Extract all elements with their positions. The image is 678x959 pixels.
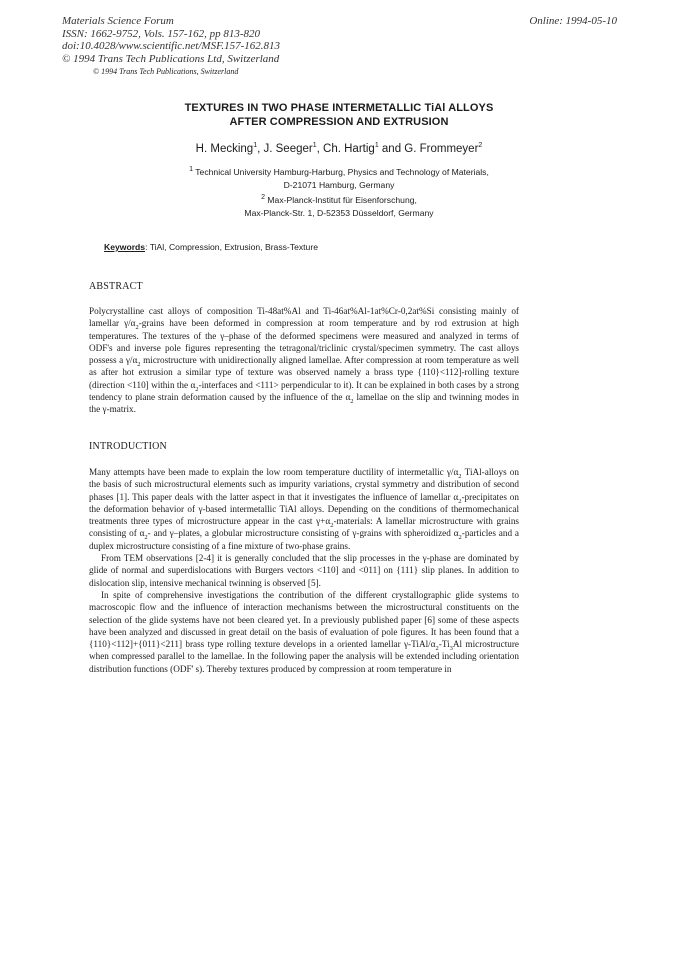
affil-mark: 1 [189,166,194,174]
doi-link[interactable]: doi:10.4028/www.scientific.net/MSF.157-162.813 [62,40,281,52]
author-affil-mark: 2 [478,142,483,150]
text-run: In spite of comprehensive investigations the contribution of the different crystallographic glide systems to macroscopic flow and the influence of interaction mechanisms between the microstructural constituents on the selection of the glide systems have not been cleared yet. In a previously published paper [6] some of these aspects have been analyzed and discussed in great detail on the basis of evaluation of pole figures. It has been found that a {110}<112]+{011}<211] brass type rolling texture develops in a oriented lamellar γ-TiAl/α [89,589,519,650]
subscript: 2 [350,397,354,405]
text-run: -Ti [438,639,450,650]
text-run: Al microstructure when compressed parallel to the lamellae. In the following paper the analysis will be extended including orientation distribution functions (ODF' s). Thereby textures produced by compression at room temperature in [89,639,519,674]
text-run: -materials: A lamellar microstructure with grains consisting of α [89,516,519,539]
author-affil-mark: 1 [312,142,317,150]
author-and: and [378,143,405,155]
author-affil-mark: 1 [253,142,258,150]
online-date: Online: 1994-05-10 [529,15,617,27]
subscript: 2 [135,324,139,332]
text-run: microstructure with unidirectionally aligned lamellae. After compression at room temperature as well as after hot extrusion a similar type of texture was observed namely a brass type {110}<112]-rolling texture (direction <110] within the α [89,355,519,390]
intro-paragraph-2: From TEM observations [2-4] it is generally concluded that the slip processes in the γ-phase are dominated by glide of normal and superdislocations with Burgers vectors <110] and <011] on {111} slip planes. In addition to dislocation slip, intensive mechanical twinning is observed [5]. [89,553,519,588]
text-run: γ/α [125,355,138,366]
subscript: 2 [137,361,141,369]
affil-line: Max-Planck-Institut für Eisenforschung, [267,195,417,205]
author-list [0,143,678,155]
abstract-paragraph [89,305,519,416]
affil-line: D-21071 Hamburg, Germany [283,179,395,190]
journal-header [62,15,280,65]
text-run: Polycrystalline cast alloys of composition Ti-48at%Al and Ti-46at%Al-1at%Cr-0,2at%Si consisting mainly of lamellar [89,306,519,329]
affiliation-2 [0,194,678,219]
introduction-heading: INTRODUCTION [89,441,167,452]
subscript: 2 [195,385,199,393]
affiliation-1 [0,166,678,191]
introduction-body [89,466,519,675]
paper-title [0,101,678,129]
subscript: 3 [449,644,453,652]
author-affil-mark: 1 [374,142,379,150]
author-name: J. Seeger [263,143,313,155]
affil-line: Max-Planck-Str. 1, D-52353 Düsseldorf, Germany [244,207,434,218]
copyright-line: © 1994 Trans Tech Publications Ltd, Switzerland [62,52,280,65]
abstract-heading: ABSTRACT [89,281,143,292]
text-run: γ/α [124,318,136,329]
intro-paragraph-1 [89,466,519,552]
keywords-colon: : [145,242,150,252]
title-line-2: AFTER COMPRESSION AND EXTRUSION [229,116,449,128]
subscript: 2 [458,497,462,505]
text-run: -grains have been deformed in compression at room temperature and by rod extrusion at high temperatures. The textures of the γ–phase of the deformed specimens were measured and analyzed in terms of ODF's and inverse pole figures representing the tetragonal/triclinic crystal/specimen symmetry. The cast alloys possess a [89,318,519,366]
author-separator: , [257,143,264,155]
subscript: 2 [435,644,439,652]
subscript: 2 [144,534,148,542]
text-run: lamellae on the slip and twinning modes in the γ-matrix. [89,392,519,415]
text-run: -precipitates on the deformation behavior of γ-based intermetallic TiAl alloys. Depending on the conditions of thermomechanical treatments three types of microstructure appear in the cast γ+α [89,491,519,527]
keywords-text: TiAl, Compression, Extrusion, Brass-Texture [149,242,318,252]
text-run: -interfaces and <111> perpendicular to it). It can be explained in both cases by a strong tendency to plane strain deformation caused by the influence of the α [89,379,519,403]
subscript: 2 [330,522,334,530]
journal-name: Materials Science Forum [62,15,174,27]
keywords [104,242,318,252]
subscript: 2 [458,534,462,542]
intro-paragraph-3 [89,589,519,675]
abstract-body [89,305,519,416]
title-line-1: TEXTURES IN TWO PHASE INTERMETALLIC TiAl ALLOYS [184,102,494,114]
author-name: H. Mecking [195,143,254,155]
author-name: G. Frommeyer [404,143,479,155]
text-run: - and γ–plates, a globular microstructure consisting of γ-grains with spheroidized α [147,528,459,539]
copyright-small: © 1994 Trans Tech Publications, Switzerland [93,67,239,76]
keywords-label: Keywords [104,242,146,252]
subscript: 2 [458,472,462,480]
text-run: -particles and a duplex microstructure consisting of a fine mixture of two-phase grains. [89,528,519,551]
text-run: TiAl-alloys on the basis of such microstructural elements such as impurity variations, crystal symmetry and distribution of second phases [1]. This paper deals with the latter aspect in that it investigates the influence of lamellar α [89,467,519,502]
text-run: Many attempts have been made to explain the low room temperature ductility of intermetallic γ/α [89,467,459,477]
issn-line: ISSN: 1662-9752, Vols. 157-162, pp 813-820 [62,27,260,40]
affil-line: Technical University Hamburg-Harburg, Physics and Technology of Materials, [195,167,489,177]
affil-mark: 2 [261,194,265,202]
author-name: Ch. Hartig [323,143,375,155]
author-separator: , [316,143,324,155]
